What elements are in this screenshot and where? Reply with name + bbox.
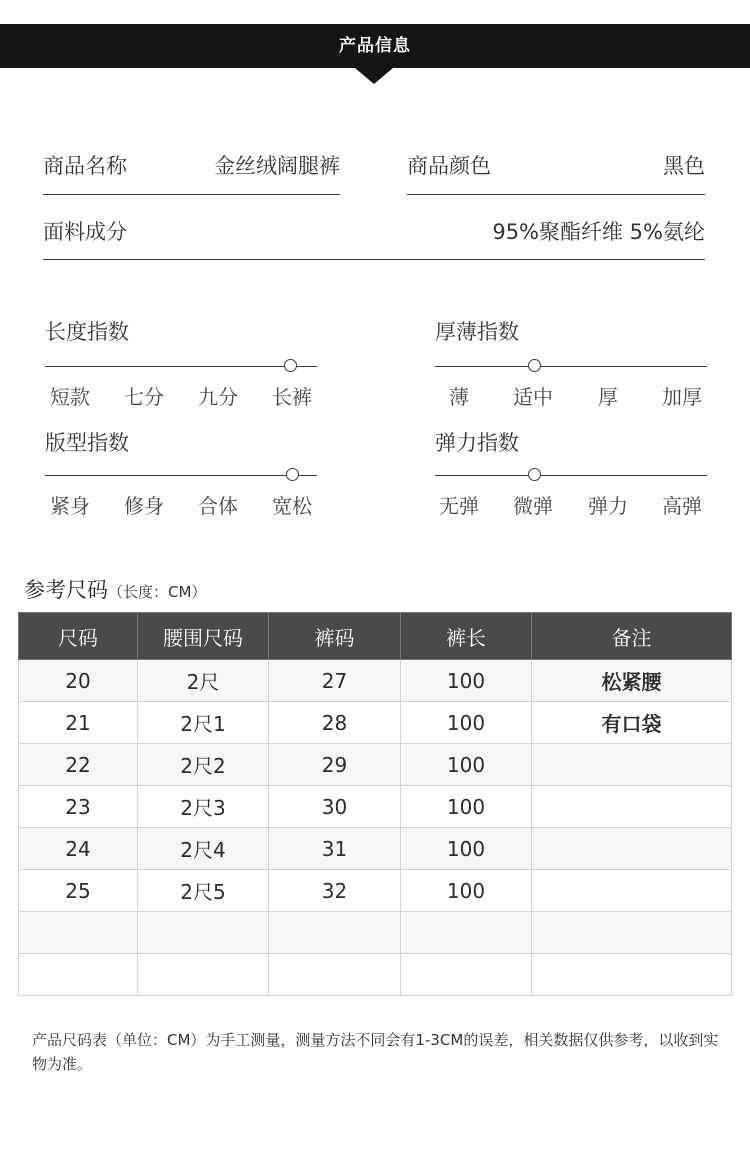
length-index-option: 九分: [198, 385, 238, 409]
cell-remarks: 松紧腰: [532, 660, 732, 702]
banner-pointer-arrow: [355, 68, 393, 84]
length-index-option: 长裤: [272, 385, 312, 409]
table-row: [19, 660, 732, 702]
cell-pant-length: 100: [401, 828, 532, 870]
cell-pant-length: 100: [401, 786, 532, 828]
column-header-size: 尺码: [19, 613, 138, 660]
table-row: [19, 744, 732, 786]
cell-pant-length: 100: [401, 660, 532, 702]
measurement-disclaimer: 产品尺码表（单位：CM）为手工测量，测量方法不同会有1-3CM的误差，相关数据仅供参考，以收到实物为准。: [32, 1031, 719, 1073]
thickness-index-track: [435, 366, 707, 367]
table-row: [19, 828, 732, 870]
cell-size: [19, 912, 138, 954]
thickness-index-option: 厚: [598, 385, 618, 409]
size-chart-unit-note: （长度：CM）: [108, 583, 207, 601]
cell-remarks: 有口袋: [532, 702, 732, 744]
cell-size: 20: [19, 660, 138, 702]
cell-waist: 2尺5: [138, 870, 269, 912]
cell-pant-length: 100: [401, 744, 532, 786]
length-index-option: 七分: [124, 385, 164, 409]
product-name-label: 商品名称: [43, 154, 127, 178]
cell-pant-size: 28: [269, 702, 401, 744]
column-header-pant-length: 裤长: [401, 613, 532, 660]
cell-remarks: [532, 870, 732, 912]
section-header-banner: [0, 24, 750, 68]
elasticity-index-option: 微弹: [513, 494, 553, 518]
product-name-divider: [43, 194, 340, 195]
elasticity-index-option: 无弹: [439, 494, 479, 518]
table-row: [19, 702, 732, 744]
length-index-track: [45, 366, 317, 367]
table-header-row: [19, 613, 732, 660]
size-chart-table: [18, 612, 732, 996]
fit-index-option: 修身: [124, 494, 164, 518]
thickness-index-title: 厚薄指数: [435, 320, 519, 344]
cell-waist: 2尺2: [138, 744, 269, 786]
fit-index-track: [45, 475, 317, 476]
table-row: [19, 912, 732, 954]
cell-size: 25: [19, 870, 138, 912]
thickness-index-option: 加厚: [662, 385, 702, 409]
cell-pant-size: 32: [269, 870, 401, 912]
section-title: 产品信息: [339, 36, 411, 56]
table-row: [19, 954, 732, 996]
cell-waist: 2尺4: [138, 828, 269, 870]
cell-pant-size: [269, 912, 401, 954]
length-index-option: 短款: [50, 385, 90, 409]
cell-size: [19, 954, 138, 996]
fit-index-option: 合体: [198, 494, 238, 518]
cell-pant-size: 29: [269, 744, 401, 786]
elasticity-index-marker: [528, 468, 541, 481]
table-row: [19, 786, 732, 828]
cell-waist: [138, 912, 269, 954]
length-index-title: 长度指数: [45, 320, 129, 344]
cell-remarks: [532, 786, 732, 828]
cell-waist: [138, 954, 269, 996]
thickness-index-option: 适中: [513, 385, 553, 409]
cell-size: 22: [19, 744, 138, 786]
product-name-value: 金丝绒阔腿裤: [214, 154, 340, 178]
cell-waist: 2尺1: [138, 702, 269, 744]
cell-remarks: [532, 954, 732, 996]
product-color-value: 黑色: [663, 154, 705, 178]
cell-pant-length: [401, 912, 532, 954]
elasticity-index-title: 弹力指数: [435, 431, 519, 455]
cell-pant-length: 100: [401, 702, 532, 744]
cell-pant-length: 100: [401, 870, 532, 912]
cell-remarks: [532, 912, 732, 954]
fabric-divider: [43, 259, 705, 260]
cell-size: 21: [19, 702, 138, 744]
column-header-pant-size: 裤码: [269, 613, 401, 660]
cell-pant-size: 31: [269, 828, 401, 870]
cell-pant-length: [401, 954, 532, 996]
fabric-label: 面料成分: [43, 220, 127, 244]
cell-waist: 2尺3: [138, 786, 269, 828]
thickness-index-marker: [528, 359, 541, 372]
table-row: [19, 870, 732, 912]
product-color-label: 商品颜色: [407, 154, 491, 178]
column-header-remarks: 备注: [532, 613, 732, 660]
thickness-index-option: 薄: [449, 385, 469, 409]
fit-index-title: 版型指数: [45, 431, 129, 455]
elasticity-index-option: 高弹: [662, 494, 702, 518]
fabric-value: 95%聚酯纤维 5%氨纶: [492, 220, 705, 244]
length-index-marker: [284, 359, 297, 372]
cell-size: 23: [19, 786, 138, 828]
cell-pant-size: [269, 954, 401, 996]
elasticity-index-option: 弹力: [588, 494, 628, 518]
fit-index-option: 紧身: [50, 494, 90, 518]
cell-pant-size: 30: [269, 786, 401, 828]
cell-remarks: [532, 744, 732, 786]
elasticity-index-track: [435, 475, 707, 476]
column-header-waist: 腰围尺码: [138, 613, 269, 660]
cell-pant-size: 27: [269, 660, 401, 702]
cell-remarks: [532, 828, 732, 870]
size-chart-title: 参考尺码: [24, 578, 108, 602]
fit-index-option: 宽松: [272, 494, 312, 518]
fit-index-marker: [286, 468, 299, 481]
cell-size: 24: [19, 828, 138, 870]
product-color-divider: [407, 194, 705, 195]
cell-waist: 2尺: [138, 660, 269, 702]
size-chart-heading: [24, 574, 206, 604]
